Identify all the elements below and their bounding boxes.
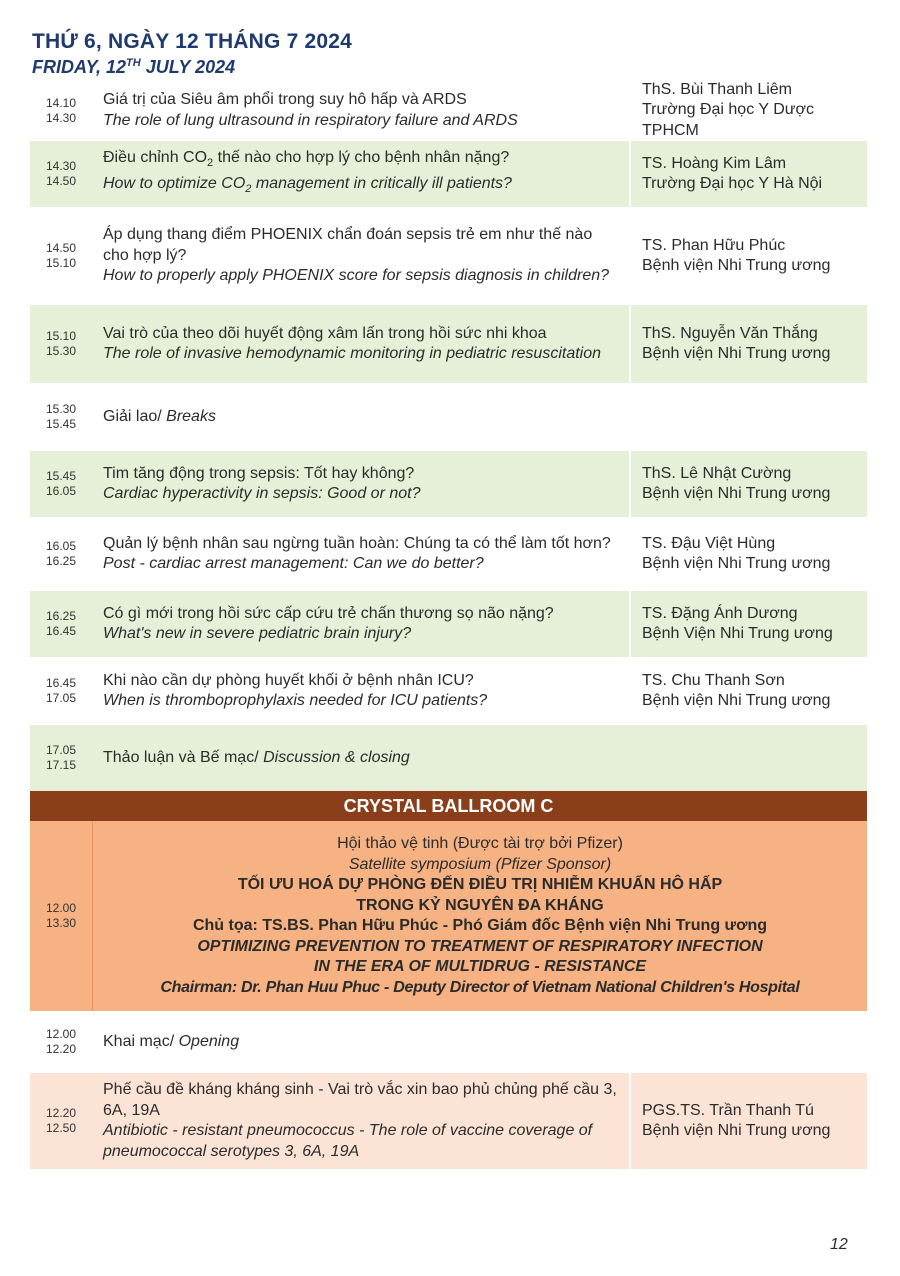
session-time: 14.50 15.10 bbox=[45, 241, 77, 270]
session-topic: Khai mạc/ Opening bbox=[103, 1032, 240, 1050]
session-speaker: ThS. Lê Nhật Cường Bệnh viện Nhi Trung ương bbox=[642, 464, 831, 502]
session-row bbox=[30, 517, 867, 591]
session-topic: Khi nào cần dự phòng huyết khối ở bệnh nhân ICU? When is thromboprophylaxis needed for ICU patients? bbox=[103, 671, 488, 709]
session-topic: Điều chỉnh $CO_2$ thế nào cho hợp lý cho bệnh nhân nặng? How to optimize $CO_2$ management in critically ill patients? bbox=[103, 149, 512, 196]
session-time: 16.45 17.05 bbox=[45, 676, 77, 705]
session-topic: Phế cầu đề kháng kháng sinh - Vai trò vắc xin bao phủ chủng phế cầu 3, 6A, 19A Antibiotic - resistant pneumococcus - The role of vaccine coverage of pneumococcal serotypes 3, 6A, 19A bbox=[103, 1081, 617, 1160]
session-row bbox=[30, 451, 867, 517]
page-header bbox=[32, 30, 352, 78]
session-row bbox=[30, 80, 867, 141]
session-time: 16.05 16.25 bbox=[45, 539, 77, 568]
session-topic: Tim tăng động trong sepsis: Tốt hay không? Cardiac hyperactivity in sepsis: Good or not? bbox=[103, 464, 421, 502]
session-time: 12.20 12.50 bbox=[45, 1106, 77, 1135]
session-time: 15.30 15.45 bbox=[45, 402, 77, 431]
session-row bbox=[30, 1073, 867, 1169]
session-topic: Thảo luận và Bế mạc/ Discussion & closing bbox=[103, 748, 410, 766]
session-topic: Giải lao/ Breaks bbox=[103, 407, 216, 425]
room-header: CRYSTAL BALLROOM C bbox=[30, 791, 867, 821]
session-speaker: ThS. Nguyễn Văn Thắng Bệnh viện Nhi Trung ương bbox=[642, 324, 831, 362]
break-row bbox=[30, 383, 867, 451]
session-topic: Giá trị của Siêu âm phổi trong suy hô hấp và ARDS The role of lung ultrasound in respiratory failure and ARDS bbox=[103, 91, 518, 129]
session-topic: Áp dụng thang điểm PHOENIX chẩn đoán sepsis trẻ em như thế nào cho hợp lý? How to properly apply PHOENIX score for sepsis diagnosis in children? bbox=[103, 226, 610, 285]
session-topic: Quản lý bệnh nhân sau ngừng tuần hoàn: Chúng ta có thể làm tốt hơn? Post - cardiac arrest management: Can we do better? bbox=[103, 534, 611, 572]
session-time: 14.30 14.50 bbox=[45, 159, 77, 188]
day-title-vn: THỨ 6, NGÀY 12 THÁNG 7 2024 bbox=[32, 30, 353, 53]
session-row bbox=[30, 141, 867, 207]
session-time: 15.10 15.30 bbox=[45, 329, 77, 358]
session-row bbox=[30, 207, 867, 305]
session-speaker: TS. Phan Hữu Phúc Bệnh viện Nhi Trung ương bbox=[642, 236, 831, 274]
session-topic: Vai trò của theo dõi huyết động xâm lấn trong hồi sức nhi khoa The role of invasive hemodynamic monitoring in pediatric resuscitation bbox=[103, 324, 602, 362]
session-row bbox=[30, 591, 867, 657]
symposium-time: 12.00 13.30 bbox=[45, 901, 77, 930]
symposium-block bbox=[30, 821, 867, 1011]
session-time: 12.00 12.20 bbox=[45, 1027, 77, 1056]
session-time: 17.05 17.15 bbox=[45, 743, 77, 772]
page-number: 12 bbox=[830, 1236, 848, 1253]
session-speaker: TS. Hoàng Kim Lâm Trường Đại học Y Hà Nội bbox=[642, 154, 823, 192]
session-speaker: TS. Đặng Ánh Dương Bệnh Viện Nhi Trung ương bbox=[642, 604, 833, 642]
session-speaker: TS. Chu Thanh Sơn Bệnh viện Nhi Trung ương bbox=[642, 671, 831, 709]
session-topic: Có gì mới trong hồi sức cấp cứu trẻ chấn thương sọ não nặng? What's new in severe pediatric brain injury? bbox=[103, 604, 554, 642]
session-time: 16.25 16.45 bbox=[45, 609, 77, 638]
symposium-description: Hội thảo vệ tinh (Được tài trợ bởi Pfizer) Satellite symposium (Pfizer Sponsor) TỐI ƯU HOÁ DỰ PHÒNG ĐẾN ĐIỀU TRỊ NHIỄM KHUẨN HÔ HẤP TRONG KỶ NGUYÊN ĐA KHÁNG Chủ tọa: TS.BS. Phan Hữu Phúc - Phó Giám đốc Bệnh viện Nhi Trung ương OPTIMIZING PREVENTION TO TREATMENT OF RESPIRATORY INFECTION IN THE ERA OF MULTIDRUG - RESISTANCE Chairman: Dr. Phan Huu Phuc - Deputy Director of Vietnam National Children's Hospital bbox=[160, 835, 800, 996]
session-speaker: PGS.TS. Trần Thanh Tú Bệnh viện Nhi Trung ương bbox=[642, 1101, 831, 1139]
opening-row bbox=[30, 1011, 867, 1073]
session-time: 14.10 14.30 bbox=[45, 95, 77, 125]
session-row bbox=[30, 305, 867, 383]
session-time: 15.45 16.05 bbox=[45, 469, 77, 498]
session-speaker: TS. Đậu Việt Hùng Bệnh viện Nhi Trung ương bbox=[642, 534, 831, 572]
session-speaker: ThS. Bùi Thanh Liêm Trường Đại học Y Dược TPHCM bbox=[642, 80, 814, 139]
session-row bbox=[30, 657, 867, 725]
day-title-en: FRIDAY, 12TH JULY 2024 bbox=[32, 57, 236, 77]
closing-row bbox=[30, 725, 867, 791]
